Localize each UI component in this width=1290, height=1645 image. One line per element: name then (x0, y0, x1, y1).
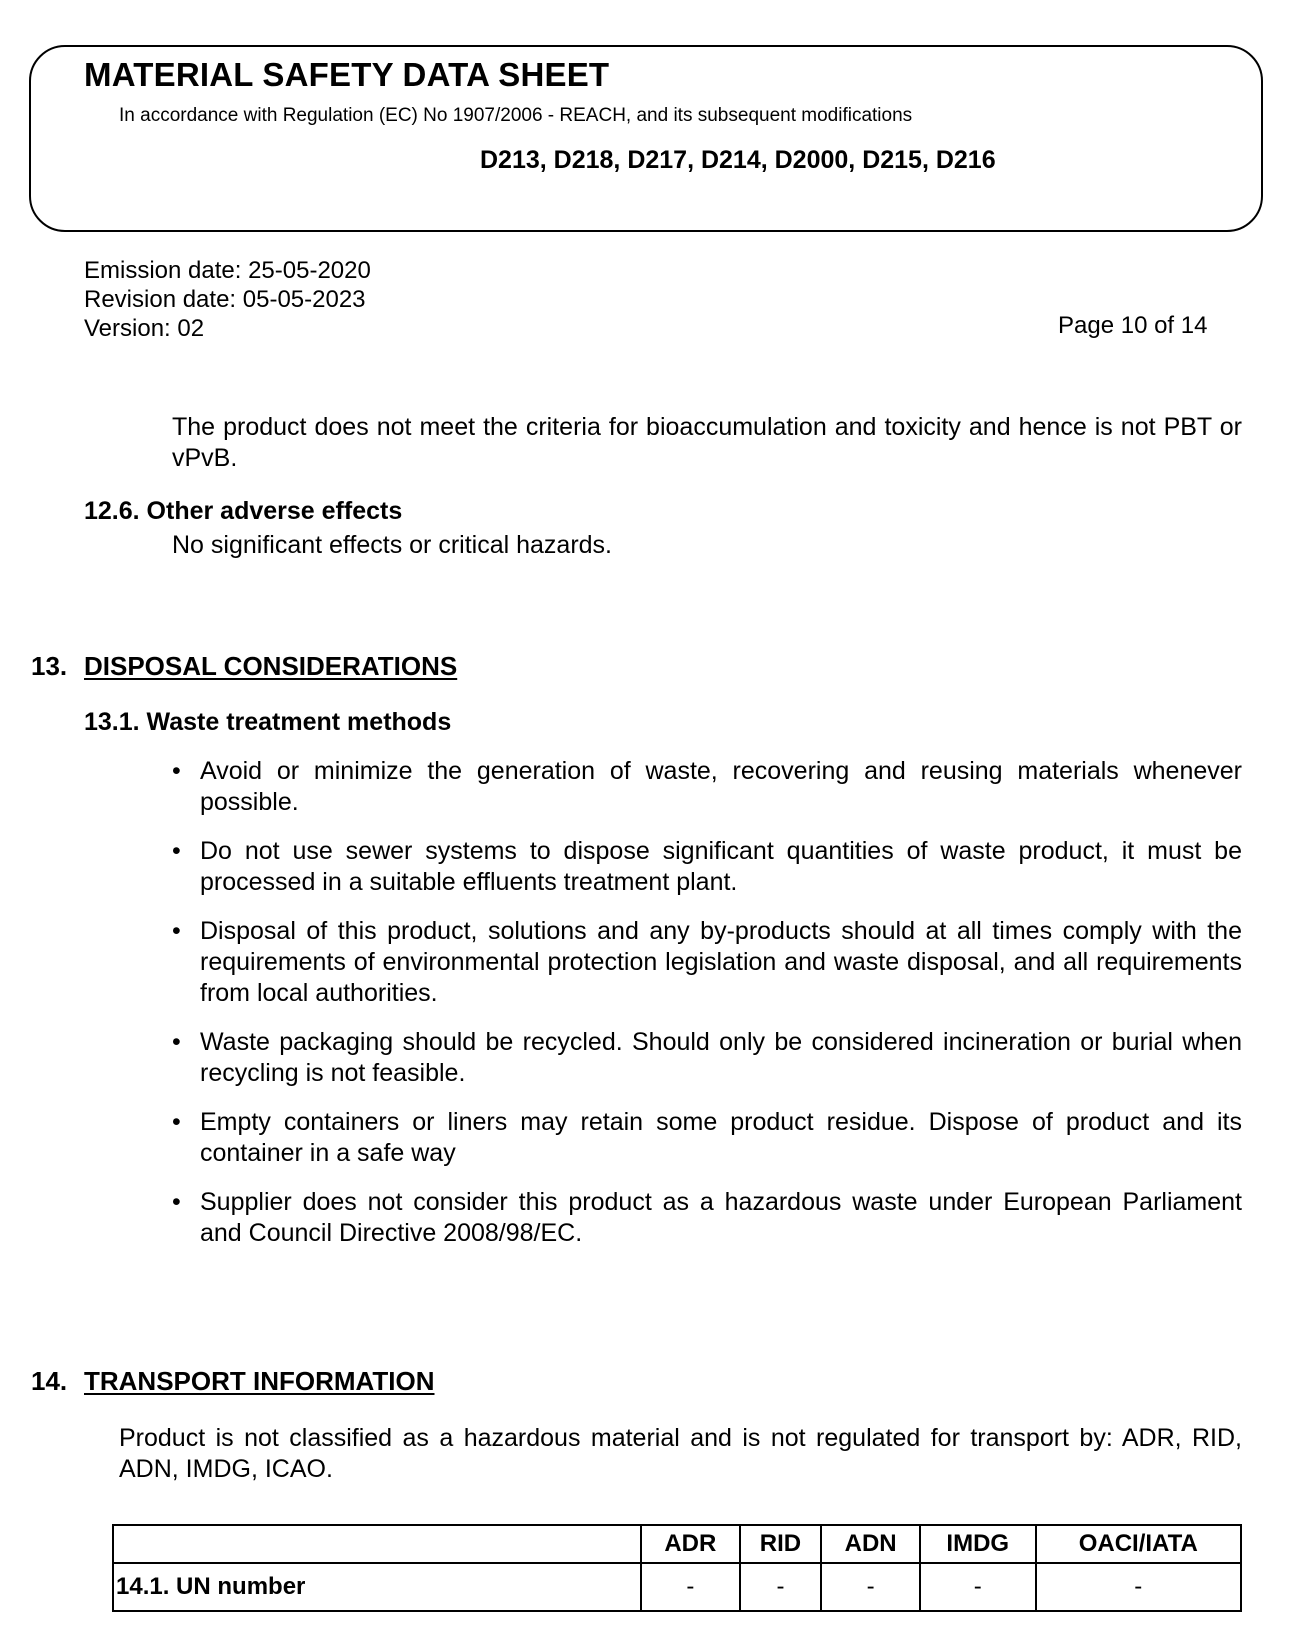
bullet-icon: • (172, 917, 181, 945)
section-13-heading (31, 651, 457, 682)
page-number: Page 10 of 14 (1058, 312, 1208, 339)
list-item: • Supplier does not consider this product as a hazardous waste under European Parliament and Council Directive 2008/98/EC. (172, 1188, 1242, 1247)
table-cell: - (920, 1563, 1036, 1611)
waste-treatment-list (172, 756, 1242, 1267)
section-13-number: 13. (31, 651, 68, 681)
product-codes: D213, D218, D217, D214, D2000, D215, D216 (480, 146, 996, 174)
row-label-un-number: 14.1. UN number (113, 1563, 641, 1611)
transport-table (112, 1524, 1242, 1612)
regulation-subtitle: In accordance with Regulation (EC) No 1907/2006 - REACH, and its subsequent modifications (119, 105, 913, 126)
column-adr: ADR (641, 1525, 740, 1563)
emission-date: Emission date: 25-05-2020 (84, 257, 371, 284)
section-14-number: 14. (31, 1366, 68, 1396)
list-item: • Empty containers or liners may retain some product residue. Dispose of product and its container in a safe way (172, 1108, 1242, 1167)
revision-date: Revision date: 05-05-2023 (84, 286, 366, 313)
list-item: • Disposal of this product, solutions and any by-products should at all times comply with the requirements of environmental protection legislation and waste disposal, and all requirements from local authorities. (172, 917, 1242, 1007)
subsection-13-1-title: 13.1. Waste treatment methods (84, 708, 452, 736)
subsection-12-6-title: 12.6. Other adverse effects (84, 497, 403, 525)
column-adn: ADN (821, 1525, 920, 1563)
table-header-row (113, 1525, 1241, 1563)
transport-intro: Product is not classified as a hazardous material and is not regulated for transport by: ADR, RID, ADN, IMDG, ICAO. (119, 1424, 1242, 1483)
adverse-effects-text: No significant effects or critical hazards. (172, 531, 613, 559)
column-rid: RID (740, 1525, 822, 1563)
list-item: • Avoid or minimize the generation of waste, recovering and reusing materials whenever possible. (172, 757, 1242, 816)
section-14-title: TRANSPORT INFORMATION (84, 1366, 435, 1396)
document-title: MATERIAL SAFETY DATA SHEET (84, 56, 610, 93)
bullet-icon: • (172, 1028, 181, 1056)
version: Version: 02 (84, 315, 205, 342)
pbt-statement: The product does not meet the criteria for bioaccumulation and toxicity and hence is not PBT or vPvB. (172, 413, 1242, 472)
bullet-icon: • (172, 1108, 181, 1136)
bullet-icon: • (172, 757, 181, 785)
table-cell: - (1036, 1563, 1241, 1611)
table-corner-cell (113, 1525, 641, 1563)
column-oaci-iata: OACI/IATA (1036, 1525, 1241, 1563)
table-cell: - (740, 1563, 822, 1611)
bullet-icon: • (172, 837, 181, 865)
list-item: • Waste packaging should be recycled. Should only be considered incineration or burial when recycling is not feasible. (172, 1028, 1242, 1087)
table-cell: - (821, 1563, 920, 1611)
bullet-icon: • (172, 1188, 181, 1216)
list-item: • Do not use sewer systems to dispose significant quantities of waste product, it must be processed in a suitable effluents treatment plant. (172, 837, 1242, 896)
section-13-title: DISPOSAL CONSIDERATIONS (84, 651, 458, 681)
column-imdg: IMDG (920, 1525, 1036, 1563)
table-cell: - (641, 1563, 740, 1611)
section-14-heading (31, 1366, 435, 1397)
table-row (113, 1563, 1241, 1611)
document-meta (84, 256, 371, 343)
